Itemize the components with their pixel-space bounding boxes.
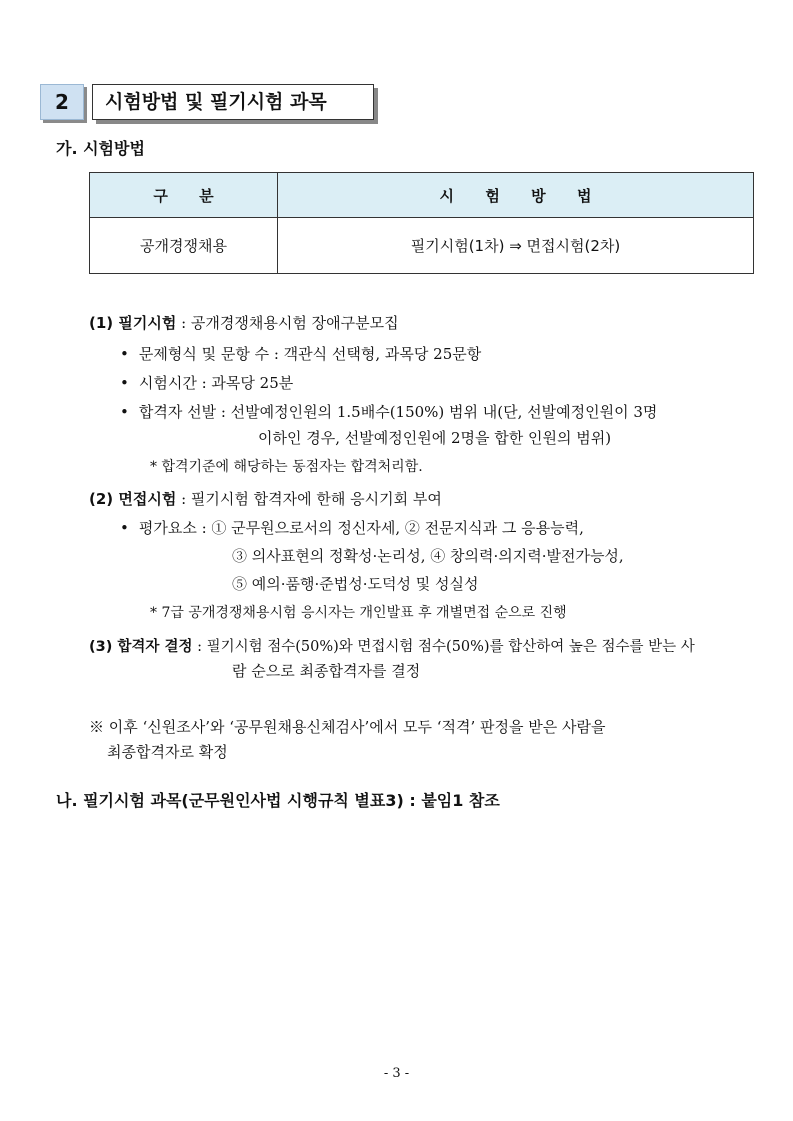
list-item	[120, 343, 481, 364]
section-title: 시험방법 및 필기시험 과목	[92, 84, 374, 120]
written-item-format: 문제형식 및 문항 수 : 객관식 선택형, 과목당 25문항	[138, 345, 482, 363]
table-header-category: 구 분	[90, 173, 278, 218]
written-item-selection: 합격자 선발 : 선발예정인원의 1.5배수(150%) 범위 내(단, 선발예정인원이 3명	[138, 403, 658, 421]
final-decision-cont: 람 순으로 최종합격자를 결정	[232, 662, 421, 680]
interview-desc: : 필기시험 합격자에 한해 응시기회 부여	[176, 490, 442, 508]
interview-label: (2) 면접시험	[89, 490, 177, 508]
list-item	[120, 401, 657, 422]
interview-eval-1: 평가요소 : ① 군무원으로서의 정신자세, ② 전문지식과 그 응용능력,	[138, 519, 584, 537]
remark-line-1: ※ 이후 ‘신원조사’와 ‘공무원채용신체검사’에서 모두 ‘적격’ 판정을 받은 사람을	[89, 718, 606, 736]
written-item-time: 시험시간 : 과목당 25분	[138, 374, 294, 392]
interview-eval-2: ③ 의사표현의 정확성·논리성, ④ 창의력·의지력·발전가능성,	[232, 547, 624, 565]
written-exam-label: (1) 필기시험	[89, 314, 177, 332]
final-decision-desc: : 필기시험 점수(50%)와 면접시험 점수(50%)를 합산하여 높은 점수를 받는 사	[192, 639, 695, 655]
written-exam-line	[89, 312, 399, 333]
table-row	[90, 218, 754, 274]
interview-eval-3: ⑤ 예의·품행·준법성·도덕성 및 성실성	[232, 575, 479, 593]
page-number: - 3 -	[383, 1066, 410, 1081]
written-item-selection-cont: 이하인 경우, 선발예정인원에 2명을 합한 인원의 범위)	[258, 429, 612, 447]
table-header-row	[90, 173, 754, 218]
section-number: 2	[40, 84, 84, 120]
remark-line-2: 최종합격자로 확정	[107, 743, 228, 761]
subheading-exam-method: 가. 시험방법	[56, 139, 145, 158]
interview-line	[89, 488, 442, 509]
table-cell-method: 필기시험(1차) ⇒ 면접시험(2차)	[278, 218, 754, 274]
written-note: * 합격기준에 해당하는 동점자는 합격처리함.	[150, 459, 423, 475]
section-header	[40, 84, 372, 124]
interview-note: * 7급 공개경쟁채용시험 응시자는 개인발표 후 개별면접 순으로 진행	[150, 605, 567, 621]
subheading-written-subjects: 나. 필기시험 과목(군무원인사법 시행규칙 별표3) : 붙임1 참조	[56, 791, 500, 810]
final-decision-label: (3) 합격자 결정	[89, 639, 193, 655]
written-exam-desc: : 공개경쟁채용시험 장애구분모집	[176, 314, 399, 332]
exam-method-table	[89, 172, 754, 274]
list-item	[120, 517, 584, 538]
final-decision-line	[89, 635, 695, 656]
list-item	[120, 372, 293, 393]
table-header-method: 시 험 방 법	[278, 173, 754, 218]
table-cell-category: 공개경쟁채용	[90, 218, 278, 274]
